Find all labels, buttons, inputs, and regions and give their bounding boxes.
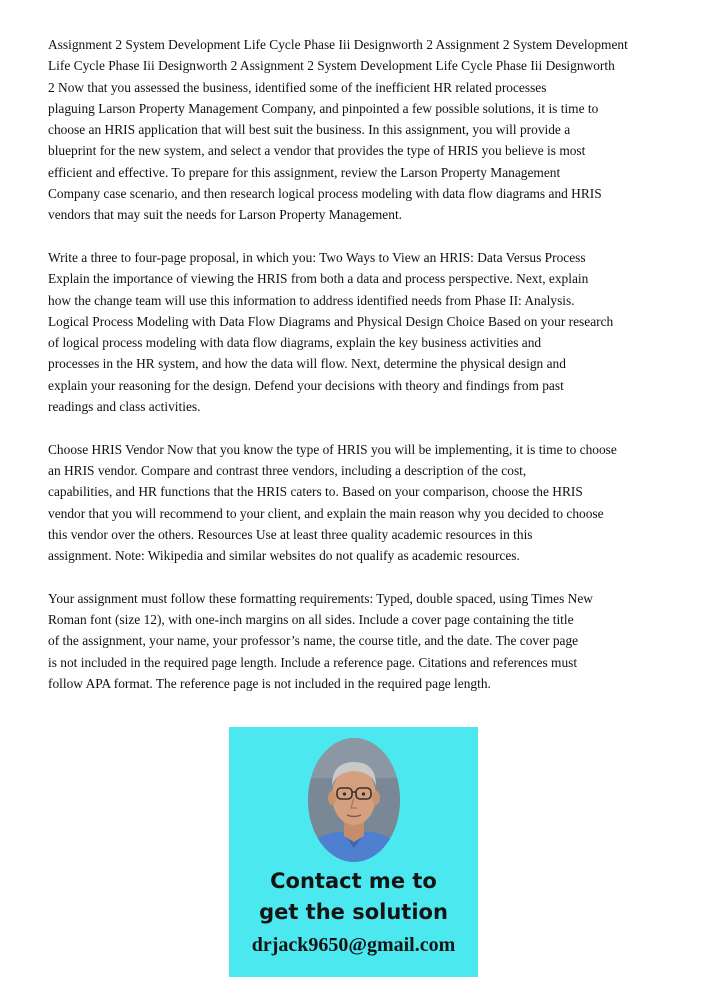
- text-line: assignment. Note: Wikipedia and similar websites do not qualify as academic resources.: [48, 548, 520, 564]
- text-line: how the change team will use this information to address identified needs from Phase II: Analysis.: [48, 292, 575, 308]
- text-line: an HRIS vendor. Compare and contrast three vendors, including a description of the cost,: [48, 462, 527, 478]
- text-line: readings and class activities.: [48, 399, 201, 415]
- text-line: choose an HRIS application that will best suit the business. In this assignment, you will provide a: [48, 122, 571, 138]
- text-line: Company case scenario, and then research logical process modeling with data flow diagrams and HRIS: [48, 186, 602, 202]
- text-line: processes in the HR system, and how the data will flow. Next, determine the physical design and: [48, 356, 566, 372]
- text-line: vendors that may suit the needs for Larson Property Management.: [48, 207, 403, 223]
- text-line: Roman font (size 12), with one-inch margins on all sides. Include a cover page containing the title: [48, 612, 574, 628]
- contact-heading-line-2: get the solution: [259, 900, 448, 924]
- text-line: this vendor over the others. Resources Use at least three quality academic resources in this: [48, 526, 533, 542]
- text-line: capabilities, and HR functions that the HRIS caters to. Based on your comparison, choose the HRIS: [48, 484, 583, 500]
- text-line: of logical process modeling with data flow diagrams, explain the key business activities and: [48, 335, 542, 351]
- contact-heading-line-1: Contact me to: [270, 869, 437, 893]
- text-line: of the assignment, your name, your professor’s name, the course title, and the date. The cover page: [48, 633, 579, 649]
- text-line: follow APA format. The reference page is not included in the required page length.: [48, 675, 491, 691]
- document-body: [48, 34, 670, 716]
- portrait-photo: [308, 738, 400, 862]
- paragraph-vendor: [48, 439, 670, 567]
- text-line: efficient and effective. To prepare for this assignment, review the Larson Property Management: [48, 164, 561, 180]
- text-line: Logical Process Modeling with Data Flow Diagrams and Physical Design Choice Based on your research: [48, 313, 614, 329]
- text-line: Choose HRIS Vendor Now that you know the type of HRIS you will be implementing, it is time to choose: [48, 441, 617, 457]
- text-line: blueprint for the new system, and select a vendor that provides the type of HRIS you believe is most: [48, 143, 586, 159]
- text-line: Assignment 2 System Development Life Cycle Phase Iii Designworth 2 Assignment 2 System Development: [48, 37, 628, 52]
- paragraph-formatting: [48, 588, 670, 694]
- paragraph-proposal: [48, 247, 670, 417]
- text-line: Explain the importance of viewing the HRIS from both a data and process perspective. Next, explain: [48, 271, 589, 287]
- contact-email: drjack9650@gmail.com: [251, 934, 456, 956]
- text-line: Write a three to four-page proposal, in which you: Two Ways to View an HRIS: Data Versus Process: [48, 249, 586, 265]
- text-line: explain your reasoning for the design. Defend your decisions with theory and findings from past: [48, 377, 564, 393]
- text-line: plaguing Larson Property Management Company, and pinpointed a few possible solutions, it is time to: [48, 100, 599, 116]
- text-line: Your assignment must follow these formatting requirements: Typed, double spaced, using Times New: [48, 590, 593, 606]
- text-line: is not included in the required page length. Include a reference page. Citations and references must: [48, 654, 578, 670]
- text-line: vendor that you will recommend to your client, and explain the main reason why you decided to choose: [48, 505, 604, 521]
- paragraph-intro: [48, 34, 670, 226]
- contact-promo-banner: [229, 727, 478, 977]
- text-line: 2 Now that you assessed the business, identified some of the inefficient HR related processes: [48, 79, 547, 95]
- text-line: Life Cycle Phase Iii Designworth 2 Assignment 2 System Development Life Cycle Phase Iii Designworth: [48, 58, 615, 74]
- portrait-illustration: [308, 738, 400, 862]
